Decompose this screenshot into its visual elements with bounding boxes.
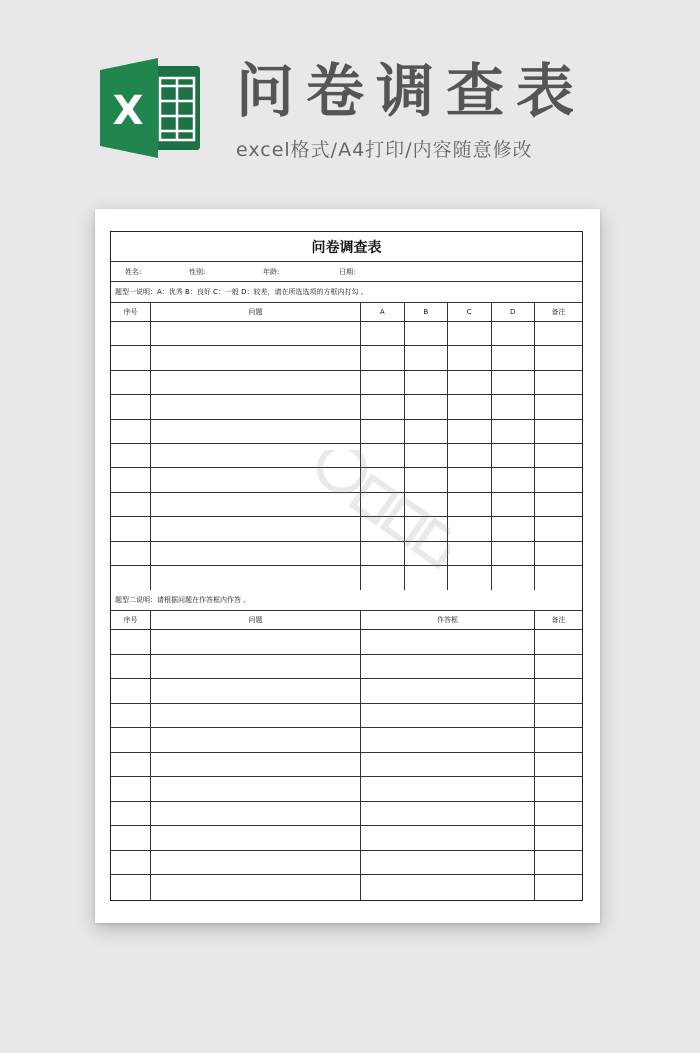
table-cell[interactable] (535, 395, 582, 418)
table-row (111, 777, 582, 802)
table-cell[interactable] (405, 493, 449, 516)
table-row (111, 704, 582, 729)
table-cell[interactable] (492, 420, 536, 443)
table-cell[interactable] (361, 728, 535, 752)
table-row (111, 468, 582, 492)
table-cell[interactable] (151, 679, 361, 703)
header-question: 问题 (151, 611, 361, 629)
table-cell[interactable] (111, 630, 151, 654)
table-cell[interactable] (111, 875, 151, 900)
table-cell[interactable] (111, 826, 151, 850)
table-cell[interactable] (535, 630, 582, 654)
table-cell[interactable] (448, 371, 492, 394)
table-cell[interactable] (535, 655, 582, 679)
table-row (111, 566, 582, 590)
table-cell[interactable] (151, 468, 361, 491)
table-cell[interactable] (151, 346, 361, 369)
table-cell[interactable] (361, 655, 535, 679)
table-cell[interactable] (361, 802, 535, 826)
table-cell[interactable] (405, 395, 449, 418)
name-label: 姓名: (125, 268, 142, 276)
table-cell[interactable] (492, 346, 536, 369)
table-cell[interactable] (405, 444, 449, 467)
header-note: 备注 (551, 308, 566, 316)
header-answer: 作答框 (361, 611, 535, 629)
table-cell[interactable] (535, 542, 582, 565)
table-cell[interactable] (535, 346, 582, 369)
table-cell[interactable] (361, 777, 535, 801)
table-cell[interactable] (535, 851, 582, 875)
table-cell[interactable] (361, 566, 405, 590)
table-cell[interactable] (492, 371, 536, 394)
table-row (111, 802, 582, 827)
table-cell[interactable] (111, 851, 151, 875)
table-cell[interactable] (361, 875, 535, 900)
header-no: 序号 (111, 611, 151, 629)
section1-header-row (111, 303, 582, 322)
section2-note: 题型二说明：请根据问题在作答框内作答 。 (111, 590, 582, 611)
table-row (111, 493, 582, 517)
table-cell[interactable] (535, 468, 582, 491)
table-cell[interactable] (111, 444, 151, 467)
table-cell[interactable] (361, 493, 405, 516)
table-row (111, 875, 582, 900)
table-cell[interactable] (151, 630, 361, 654)
table-cell[interactable] (361, 753, 535, 777)
header-note: 备注 (551, 616, 566, 625)
table-row (111, 542, 582, 566)
table-cell[interactable] (405, 322, 449, 345)
table-cell[interactable] (492, 517, 536, 540)
table-row (111, 655, 582, 680)
table-cell[interactable] (111, 777, 151, 801)
header-no: 序号 (111, 303, 151, 321)
table-cell[interactable] (535, 566, 582, 590)
date-label: 日期: (339, 268, 356, 276)
table-cell[interactable] (111, 655, 151, 679)
banner-title: 问卷调查表 (236, 57, 587, 125)
table-cell[interactable] (151, 777, 361, 801)
table-cell[interactable] (405, 420, 449, 443)
header-b: B (405, 303, 449, 321)
section2-rows (111, 630, 582, 900)
table-cell[interactable] (448, 444, 492, 467)
table-row (111, 346, 582, 370)
banner (0, 0, 700, 200)
table-cell[interactable] (535, 826, 582, 850)
table-cell[interactable] (111, 728, 151, 752)
table-cell[interactable] (448, 468, 492, 491)
table-cell[interactable] (492, 542, 536, 565)
table-cell[interactable] (151, 395, 361, 418)
table-cell[interactable] (535, 322, 582, 345)
table-cell[interactable] (448, 566, 492, 590)
table-cell[interactable] (361, 468, 405, 491)
table-cell[interactable] (111, 542, 151, 565)
table-cell[interactable] (492, 468, 536, 491)
table-cell[interactable] (448, 542, 492, 565)
table-cell[interactable] (111, 371, 151, 394)
section1-note: 题型一说明：A：优秀 B：良好 C：一般 D：较差，请在所选选项的方框内打勾 。 (111, 282, 582, 303)
header-d: D (492, 303, 536, 321)
table-cell[interactable] (535, 493, 582, 516)
table-row (111, 851, 582, 876)
table-cell[interactable] (535, 444, 582, 467)
table-cell[interactable] (448, 420, 492, 443)
table-cell[interactable] (405, 517, 449, 540)
table-cell[interactable] (448, 322, 492, 345)
table-cell[interactable] (535, 728, 582, 752)
table-row (111, 753, 582, 778)
table-cell[interactable] (111, 753, 151, 777)
table-row (111, 630, 582, 655)
table-cell[interactable] (111, 395, 151, 418)
table-cell[interactable] (361, 322, 405, 345)
table-cell[interactable] (111, 517, 151, 540)
table-row (111, 679, 582, 704)
table-cell[interactable] (535, 420, 582, 443)
table-cell[interactable] (361, 346, 405, 369)
table-cell[interactable] (448, 395, 492, 418)
table-cell[interactable] (405, 371, 449, 394)
table-cell[interactable] (111, 802, 151, 826)
table-cell[interactable] (448, 346, 492, 369)
table-cell[interactable] (151, 826, 361, 850)
table-cell[interactable] (111, 566, 151, 590)
gender-label: 性别: (189, 268, 206, 276)
table-cell[interactable] (492, 322, 536, 345)
table-row (111, 395, 582, 419)
header-question: 问题 (151, 303, 361, 321)
table-cell[interactable] (111, 420, 151, 443)
table-cell[interactable] (151, 566, 361, 590)
table-row (111, 826, 582, 851)
table-cell[interactable] (361, 371, 405, 394)
banner-subtitle: excel格式/A4打印/内容随意修改 (236, 139, 533, 161)
excel-logo-icon (100, 58, 206, 158)
table-cell[interactable] (535, 777, 582, 801)
table-cell[interactable] (361, 851, 535, 875)
table-cell[interactable] (405, 542, 449, 565)
table-cell[interactable] (151, 371, 361, 394)
table-cell[interactable] (111, 493, 151, 516)
table-cell[interactable] (151, 493, 361, 516)
table-cell[interactable] (151, 542, 361, 565)
table-cell[interactable] (492, 444, 536, 467)
sheet-title: 问卷调查表 (111, 232, 582, 262)
age-label: 年龄: (263, 268, 280, 276)
table-cell[interactable] (151, 704, 361, 728)
table-cell[interactable] (361, 444, 405, 467)
table-cell[interactable] (535, 679, 582, 703)
table-cell[interactable] (111, 679, 151, 703)
questionnaire-table (110, 231, 583, 901)
table-cell[interactable] (111, 468, 151, 491)
table-cell[interactable] (535, 517, 582, 540)
table-cell[interactable] (151, 753, 361, 777)
table-cell[interactable] (361, 630, 535, 654)
table-cell[interactable] (361, 826, 535, 850)
table-row (111, 444, 582, 468)
info-row (111, 262, 582, 282)
table-cell[interactable] (361, 679, 535, 703)
table-cell[interactable] (361, 420, 405, 443)
table-cell[interactable] (535, 753, 582, 777)
table-cell[interactable] (405, 566, 449, 590)
table-cell[interactable] (492, 566, 536, 590)
table-cell[interactable] (151, 851, 361, 875)
section1-rows (111, 322, 582, 590)
table-cell[interactable] (361, 704, 535, 728)
table-cell[interactable] (535, 704, 582, 728)
table-cell[interactable] (492, 493, 536, 516)
table-cell[interactable] (111, 346, 151, 369)
table-cell[interactable] (361, 395, 405, 418)
header-c: C (448, 303, 492, 321)
table-cell[interactable] (535, 875, 582, 900)
header-a: A (361, 303, 405, 321)
table-row (111, 322, 582, 346)
table-row (111, 517, 582, 541)
table-row (111, 728, 582, 753)
table-cell[interactable] (405, 346, 449, 369)
table-cell[interactable] (535, 802, 582, 826)
table-cell[interactable] (151, 517, 361, 540)
table-cell[interactable] (405, 468, 449, 491)
table-cell[interactable] (151, 322, 361, 345)
logo-letter: X (112, 88, 144, 134)
table-cell[interactable] (535, 371, 582, 394)
table-cell[interactable] (361, 517, 405, 540)
table-cell[interactable] (111, 704, 151, 728)
table-cell[interactable] (448, 493, 492, 516)
table-cell[interactable] (151, 728, 361, 752)
section2-header-row (111, 611, 582, 630)
table-cell[interactable] (361, 542, 405, 565)
table-cell[interactable] (151, 655, 361, 679)
paper-sheet (95, 209, 600, 923)
table-cell[interactable] (151, 875, 361, 900)
table-cell[interactable] (492, 395, 536, 418)
table-cell[interactable] (151, 444, 361, 467)
table-cell[interactable] (448, 517, 492, 540)
table-row (111, 371, 582, 395)
table-cell[interactable] (151, 420, 361, 443)
table-row (111, 420, 582, 444)
table-cell[interactable] (111, 322, 151, 345)
table-cell[interactable] (151, 802, 361, 826)
